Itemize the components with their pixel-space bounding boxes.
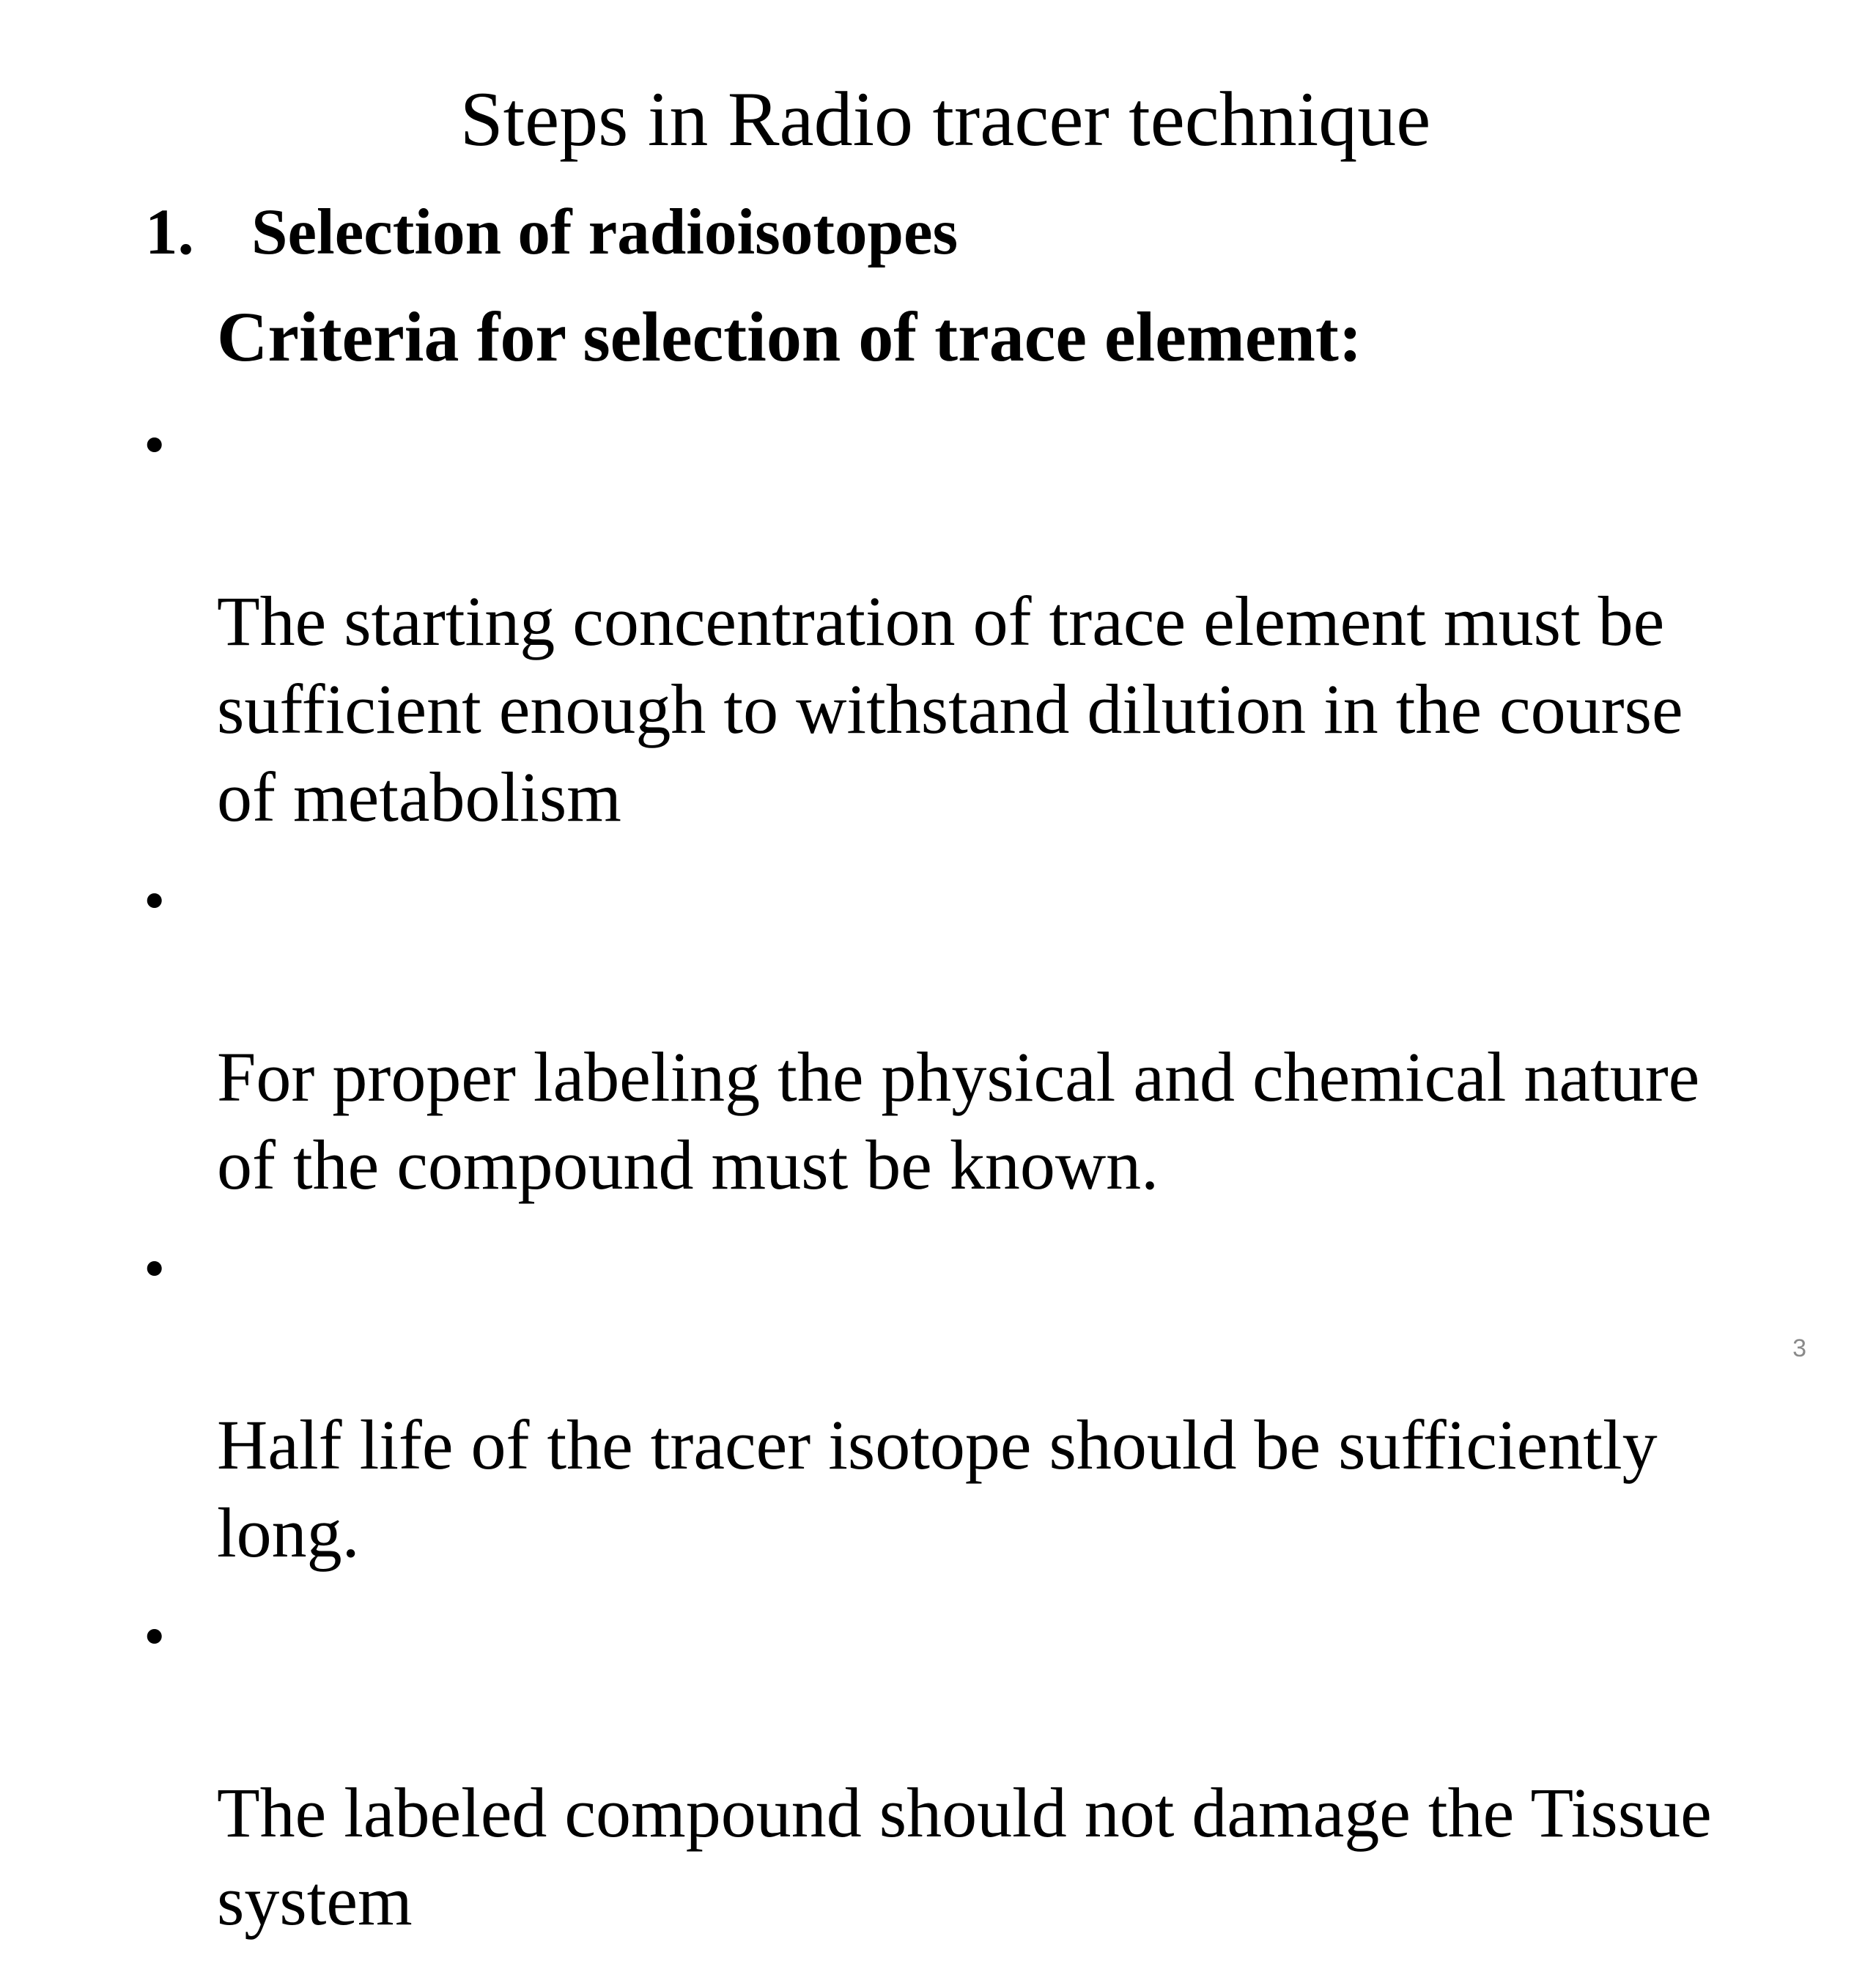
bullet-icon: • [144,867,166,935]
slide-title: Steps in Radio tracer technique [459,76,1431,162]
step-label: Selection of radioisotopes [251,196,959,268]
list-item [0,1225,1876,1577]
step-heading [145,192,958,273]
bullet-text: For proper labeling the physical and chemical nature of the compound must be known. [217,1038,1700,1204]
criteria-list [0,402,1876,1961]
bullet-icon: • [144,1235,166,1303]
list-item [0,402,1876,841]
bullet-icon: • [144,411,166,479]
bullet-icon: • [144,1603,166,1671]
criteria-heading: Criteria for selection of trace element: [217,298,1362,376]
page-number: 3 [1792,1334,1806,1362]
list-item [0,857,1876,1209]
list-item [0,1593,1876,1945]
bullet-text: Half life of the tracer isotope should be sufficiently long. [217,1406,1658,1572]
step-number: 1. [145,196,194,268]
bullet-text: The labeled compound should not damage the Tissue system [217,1773,1712,1940]
bullet-text: The starting concentration of trace element must be sufficient enough to withstand dilution in the course of metabolism [217,582,1683,836]
